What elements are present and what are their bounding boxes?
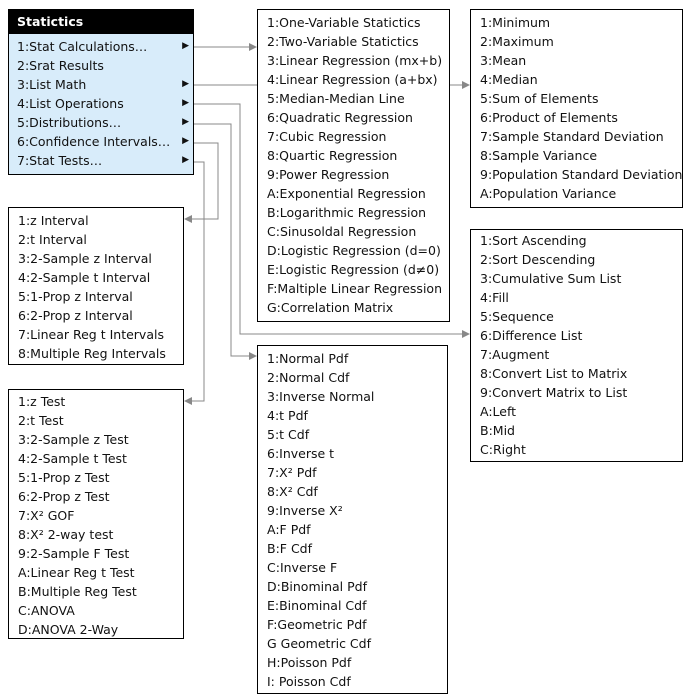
list-operations-items (471, 230, 682, 459)
main-menu-item-label: 6:Confidence Intervals… (17, 134, 171, 149)
calc-menu-item[interactable]: C:Sinusoldal Regression (267, 224, 417, 239)
main-menu-item[interactable] (9, 56, 193, 75)
ci-menu-item[interactable]: 5:1-Prop z Interval (18, 289, 133, 304)
list-math-item[interactable]: 4:Median (480, 72, 538, 87)
submenu-arrow-icon: ▶ (182, 41, 189, 51)
statistics-main-menu (8, 9, 194, 175)
connector-list-ops-arrowhead (462, 330, 470, 338)
stat-test-item[interactable]: C:ANOVA (18, 603, 75, 618)
connector-list-math-arrowhead (462, 81, 470, 89)
list-math-item[interactable]: 1:Minimum (480, 15, 551, 30)
stat-test-item[interactable]: 5:1-Prop z Test (18, 470, 110, 485)
distribution-item[interactable]: 1:Normal Pdf (267, 351, 349, 366)
calc-menu-item[interactable]: A:Exponential Regression (267, 186, 426, 201)
connector-dist (194, 124, 250, 356)
calc-menu-item[interactable]: 4:Linear Regression (a+bx) (267, 72, 438, 87)
submenu-arrow-icon: ▶ (182, 98, 189, 108)
submenu-arrow-icon: ▶ (182, 136, 189, 146)
connector-tests (191, 162, 204, 401)
list-ops-item[interactable]: A:Left (480, 404, 517, 419)
ci-menu-item[interactable]: 6:2-Prop z Interval (18, 308, 133, 323)
list-ops-item[interactable]: 7:Augment (480, 347, 550, 362)
main-menu-item-label: 4:List Operations (17, 96, 124, 111)
main-menu-item-label: 2:Srat Results (17, 58, 104, 73)
ci-menu-item[interactable]: 4:2-Sample t Interval (18, 270, 151, 285)
stat-test-item[interactable]: 4:2-Sample t Test (18, 451, 127, 466)
list-math-item[interactable]: 9:Population Standard Deviation (480, 167, 683, 182)
list-math-menu (470, 9, 683, 208)
calc-menu-item[interactable]: D:Logistic Regression (d=0) (267, 243, 441, 258)
main-menu-item[interactable] (9, 151, 193, 170)
stat-test-item[interactable]: 8:X² 2-way test (18, 527, 114, 542)
distribution-item[interactable]: B:F Cdf (267, 541, 313, 556)
list-ops-item[interactable]: B:Mid (480, 423, 515, 438)
calc-menu-item[interactable]: 8:Quartic Regression (267, 148, 398, 163)
list-math-item[interactable]: 8:Sample Variance (480, 148, 598, 163)
ci-menu-item[interactable]: 3:2-Sample z Interval (18, 251, 152, 266)
list-ops-item[interactable]: 2:Sort Descending (480, 252, 596, 267)
stat-calculations-menu (257, 9, 450, 322)
ci-menu-item[interactable]: 8:Multiple Reg Intervals (18, 346, 166, 361)
distribution-item[interactable]: 2:Normal Cdf (267, 370, 350, 385)
stat-test-item[interactable]: 2:t Test (18, 413, 64, 428)
list-ops-item[interactable]: 5:Sequence (480, 309, 554, 324)
distribution-item[interactable]: H:Poisson Pdf (267, 655, 352, 670)
main-menu-item-label: 3:List Math (17, 77, 87, 92)
submenu-arrow-icon: ▶ (182, 117, 189, 127)
main-menu-item[interactable] (9, 75, 193, 94)
stat-test-item[interactable]: 9:2-Sample F Test (18, 546, 130, 561)
confidence-intervals-items (9, 208, 183, 363)
stat-test-item[interactable]: B:Multiple Reg Test (18, 584, 137, 599)
stat-test-item[interactable]: 1:z Test (18, 394, 66, 409)
distribution-item[interactable]: E:Binominal Cdf (267, 598, 367, 613)
main-menu-item[interactable] (9, 113, 193, 132)
main-menu-item-label: 7:Stat Tests… (17, 153, 103, 168)
distribution-item[interactable]: D:Binominal Pdf (267, 579, 368, 594)
confidence-intervals-menu (8, 207, 184, 365)
main-menu-item-label: 5:Distributions… (17, 115, 122, 130)
list-ops-item[interactable]: 3:Cumulative Sum List (480, 271, 622, 286)
stat-test-item[interactable]: 3:2-Sample z Test (18, 432, 129, 447)
calc-menu-item[interactable]: F:Maltiple Linear Regression (267, 281, 442, 296)
distribution-item[interactable]: 4:t Pdf (267, 408, 308, 423)
list-operations-menu (470, 229, 683, 462)
list-math-item[interactable]: 2:Maximum (480, 34, 554, 49)
distribution-item[interactable]: 7:X² Pdf (267, 465, 317, 480)
connector-dist-arrowhead (249, 352, 257, 360)
calc-menu-item[interactable]: 2:Two-Variable Statictics (267, 34, 419, 49)
distribution-item[interactable]: 8:X² Cdf (267, 484, 318, 499)
main-menu-item-label: 1:Stat Calculations… (17, 39, 148, 54)
distribution-item[interactable]: A:F Pdf (267, 522, 311, 537)
list-math-item[interactable]: 6:Product of Elements (480, 110, 618, 125)
connector-calc-arrowhead (249, 43, 257, 51)
distribution-item[interactable]: I: Poisson Cdf (267, 674, 351, 689)
main-menu-items (9, 34, 193, 170)
stat-tests-menu (8, 389, 184, 639)
calc-menu-item[interactable]: 1:One-Variable Statictics (267, 15, 421, 30)
calc-menu-item[interactable]: 6:Quadratic Regression (267, 110, 413, 125)
calc-menu-item[interactable]: G:Correlation Matrix (267, 300, 394, 315)
menu-title: Statictics (9, 10, 193, 34)
calc-menu-item[interactable]: 9:Power Regression (267, 167, 390, 182)
connector-ci-arrowhead (184, 215, 192, 223)
list-math-item[interactable]: 7:Sample Standard Deviation (480, 129, 664, 144)
distributions-menu (257, 345, 448, 694)
calc-menu-item[interactable]: 5:Median-Median Line (267, 91, 405, 106)
distribution-item[interactable]: C:Inverse F (267, 560, 338, 575)
main-menu-item[interactable] (9, 94, 193, 113)
distributions-items (258, 346, 447, 691)
list-math-item[interactable]: 3:Mean (480, 53, 527, 68)
calc-menu-item[interactable]: 3:Linear Regression (mx+b) (267, 53, 443, 68)
stat-tests-items (9, 390, 183, 639)
list-ops-item[interactable]: 4:Fill (480, 290, 509, 305)
list-ops-item[interactable]: 8:Convert List to Matrix (480, 366, 628, 381)
list-math-item[interactable]: A:Population Variance (480, 186, 617, 201)
distribution-item[interactable]: 9:Inverse X² (267, 503, 343, 518)
ci-menu-item[interactable]: 1:z Interval (18, 213, 89, 228)
list-ops-item[interactable]: 1:Sort Ascending (480, 233, 587, 248)
stat-test-item[interactable]: 6:2-Prop z Test (18, 489, 110, 504)
calc-menu-item[interactable]: 7:Cubic Regression (267, 129, 387, 144)
submenu-arrow-icon: ▶ (182, 155, 189, 165)
stat-test-item[interactable]: A:Linear Reg t Test (18, 565, 135, 580)
list-ops-item[interactable]: 9:Convert Matrix to List (480, 385, 628, 400)
distribution-item[interactable]: 3:Inverse Normal (267, 389, 375, 404)
ci-menu-item[interactable]: 7:Linear Reg t Intervals (18, 327, 164, 342)
distribution-item[interactable]: 6:Inverse t (267, 446, 335, 461)
connector-tests-arrowhead (184, 397, 192, 405)
calc-menu-item[interactable]: B:Logarithmic Regression (267, 205, 427, 220)
list-ops-item[interactable]: C:Right (480, 442, 526, 457)
ci-menu-item[interactable]: 2:t Interval (18, 232, 87, 247)
distribution-item[interactable]: G Geometric Cdf (267, 636, 371, 651)
list-math-items (471, 10, 682, 203)
distribution-item[interactable]: 5:t Cdf (267, 427, 310, 442)
main-menu-item[interactable] (9, 37, 193, 56)
list-math-item[interactable]: 5:Sum of Elements (480, 91, 599, 106)
stat-test-item[interactable]: D:ANOVA 2-Way (18, 622, 119, 637)
submenu-arrow-icon: ▶ (182, 79, 189, 89)
list-ops-item[interactable]: 6:Difference List (480, 328, 583, 343)
distribution-item[interactable]: F:Geometric Pdf (267, 617, 367, 632)
stat-test-item[interactable]: 7:X² GOF (18, 508, 75, 523)
calc-menu-item[interactable]: E:Logistic Regression (d≠0) (267, 262, 440, 277)
main-menu-item[interactable] (9, 132, 193, 151)
stat-calculations-items (258, 10, 449, 317)
